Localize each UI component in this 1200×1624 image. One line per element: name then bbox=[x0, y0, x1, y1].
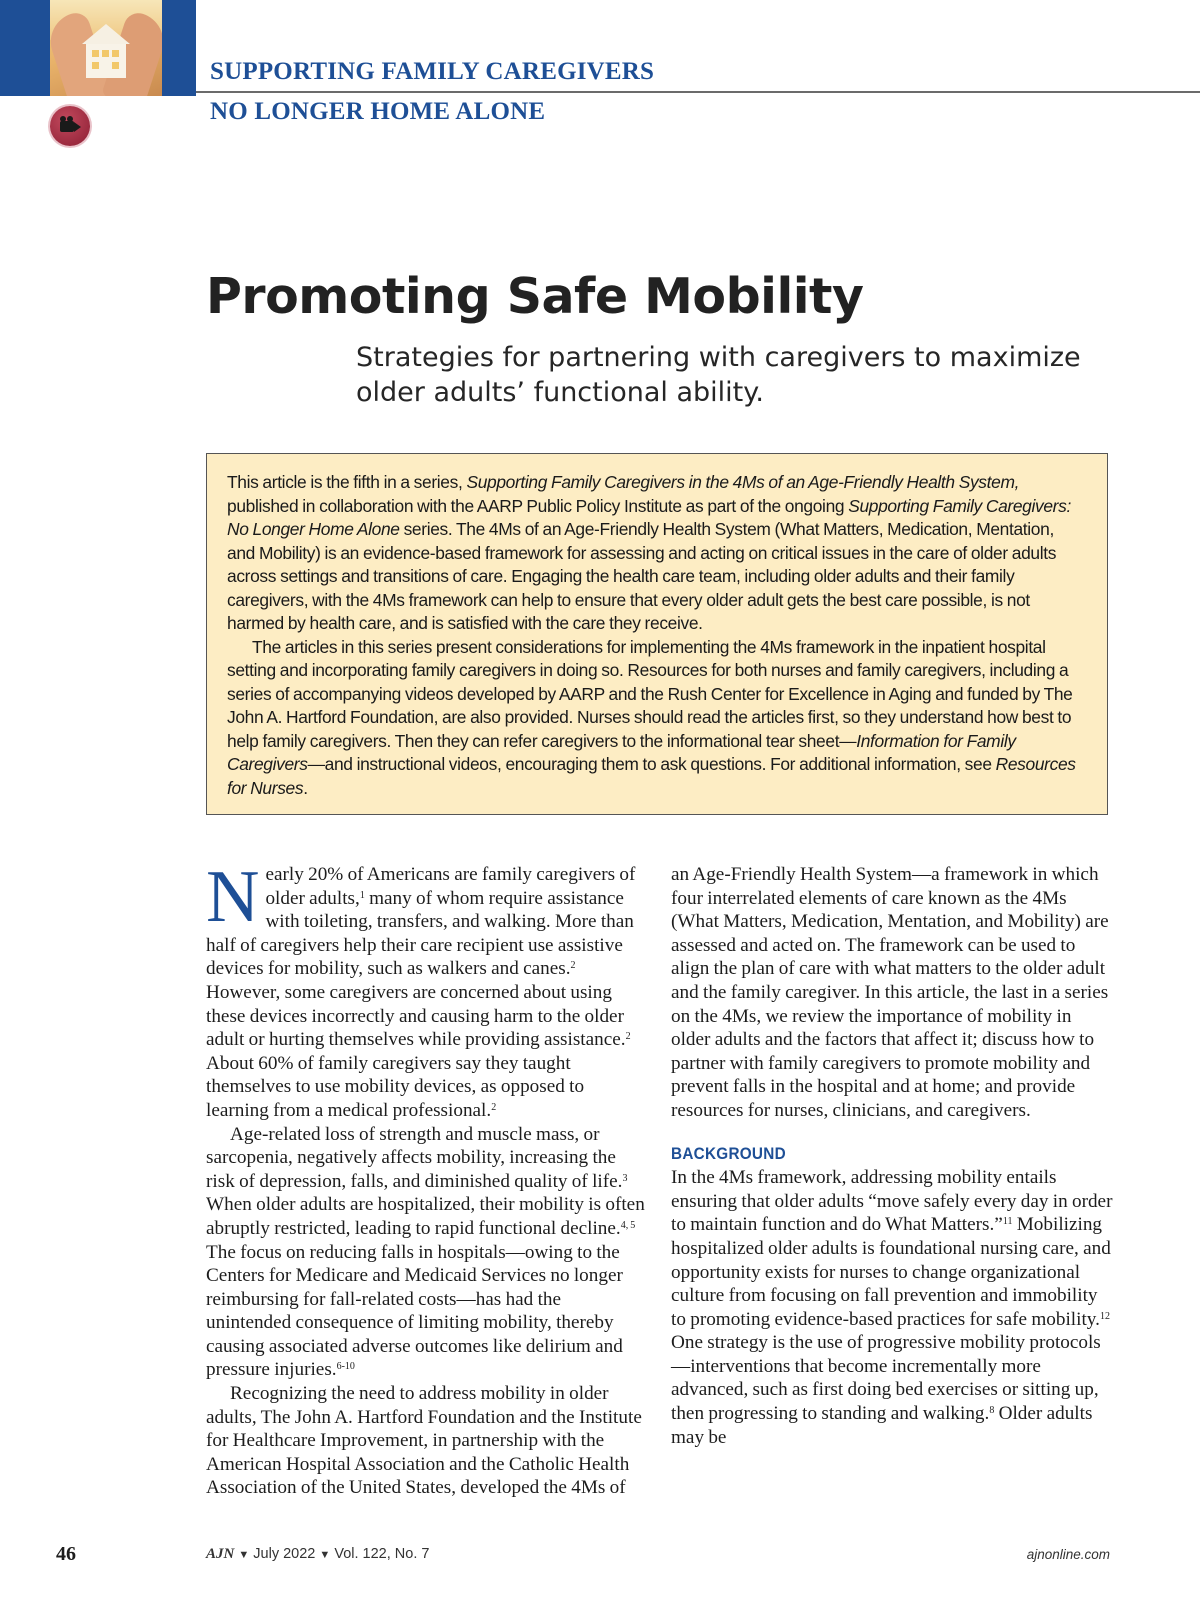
video-camera-icon[interactable] bbox=[50, 106, 90, 146]
article-title: Promoting Safe Mobility bbox=[206, 268, 864, 325]
section-heading-background: BACKGROUND bbox=[671, 1143, 786, 1163]
drop-cap: N bbox=[206, 856, 260, 938]
body-paragraph: In the 4Ms framework, addressing mobility entails ensuring that older adults “move safely every day in order to maintain function and do What Matters.”$^{11}$ Mobilizing hospitalized older adults is foundational nursing care, and opportunity exists for nurses to change organizational culture from focusing on fall prevention and immobility to promoting evidence-based practices for safe mobility.$^{12}$ One strategy is the use of progressive mobility protocols—interventions that become incrementally more advanced, such as first doing bed exercises or sitting up, then progressing to standing and walking.$^8$ Older adults may be bbox=[671, 1167, 1113, 1448]
intro-paragraph: The articles in this series present considerations for implementing the 4Ms framework in the inpatient hospital setting and incorporating family caregivers in doing so. Resources for both nurses and family caregivers, including a series of accompanying videos developed by AARP and the Rush Center for Excellence in Aging and funded by The John A. Hartford Foundation, are also provided. Nurses should read the articles first, so they understand how best to help family caregivers. Then they can refer caregivers to the informational tear sheet—Information for Family Caregivers—and instructional videos, encouraging them to ask questions. For additional information, see Resources for Nurses. bbox=[227, 636, 1076, 798]
body-paragraph: Recognizing the need to address mobility in older adults, The John A. Hartford Foundation and the Institute for Healthcare Improvement, in partnership with the American Hospital Association and the Catholic Health Association of the United States, developed the 4Ms of bbox=[206, 1383, 642, 1499]
intro-paragraph: This article is the fifth in a series, Supporting Family Caregivers in the 4Ms of an Age-Friendly Health System, published in collaboration with the AARP Public Policy Institute as part of the ongoing Supporting Family Caregivers: No Longer Home Alone series. The 4Ms of an Age-Friendly Health System (What Matters, Medication, Mentation, and Mobility) is an evidence-based framework for assessing and acting on critical issues in the care of older adults across settings and transitions of care. Engaging the health care team, including older adults and their family caregivers, with the 4Ms framework can help to ensure that every older adult gets the best care possible, is not harmed by health care, and is satisfied with the care they receive. bbox=[227, 472, 1071, 633]
series-intro-box bbox=[206, 453, 1108, 815]
series-subkicker: NO LONGER HOME ALONE bbox=[210, 98, 546, 125]
body-paragraph: Age-related loss of strength and muscle mass, or sarcopenia, negatively affects mobility, increasing the risk of depression, falls, and diminished quality of life.$^3$ When older adults are hospitalized, their mobility is often abruptly restricted, leading to rapid functional decline.$^{4, 5}$ The focus on reducing falls in hospitals—owing to the Centers for Medicare and Medicaid Services no longer reimbursing for fall-related costs—has had the unintended consequence of limiting mobility, thereby causing associated adverse outcomes like delirium and pressure injuries.$^{6-10}$ bbox=[206, 1123, 645, 1381]
page-footer bbox=[0, 1543, 1200, 1567]
body-paragraph-continued: an Age-Friendly Health System—a framework in which four interrelated elements of care known as the 4Ms (What Matters, Medication, Mentation, and Mobility) are assessed and acted on. The framework can be used to align the plan of care with what matters to the older adult and the family caregiver. In this article, the last in a series on the 4Ms, we review the importance of mobility in older adults and the factors that affect it; discuss how to partner with family caregivers to promote mobility and prevent falls in the hospital and at home; and provide resources for nurses, clinicians, and caregivers. bbox=[671, 864, 1109, 1121]
body-column-left bbox=[206, 856, 648, 1500]
page-number: 46 bbox=[56, 1543, 76, 1565]
body-paragraph: Nearly 20% of Americans are family caregivers of older adults,$^1$ many of whom require assistance with toileting, transfers, and walking. More than half of caregivers help their care recipient use assistive devices for mobility, such as walkers and canes.$^2$ However, some caregivers are concerned about using these devices incorrectly and causing harm to the older adult or hurting themselves while providing assistance.$^2$ About 60% of family caregivers say they taught themselves to use mobility devices, as opposed to learning from a medical professional.$^2$ bbox=[206, 856, 636, 1121]
header-rule bbox=[196, 91, 1200, 93]
series-kicker: SUPPORTING FAMILY CAREGIVERS bbox=[210, 58, 655, 85]
journal-website[interactable]: ajnonline.com bbox=[1026, 1547, 1110, 1562]
house-hands-photo bbox=[50, 0, 162, 96]
body-column-right bbox=[671, 863, 1113, 1449]
article-subtitle: Strategies for partnering with caregivers to maximize older adults’ functional ability. bbox=[356, 342, 1081, 408]
journal-citation: AJN ▼ July 2022 ▼ Vol. 122, No. 7 bbox=[206, 1546, 430, 1562]
